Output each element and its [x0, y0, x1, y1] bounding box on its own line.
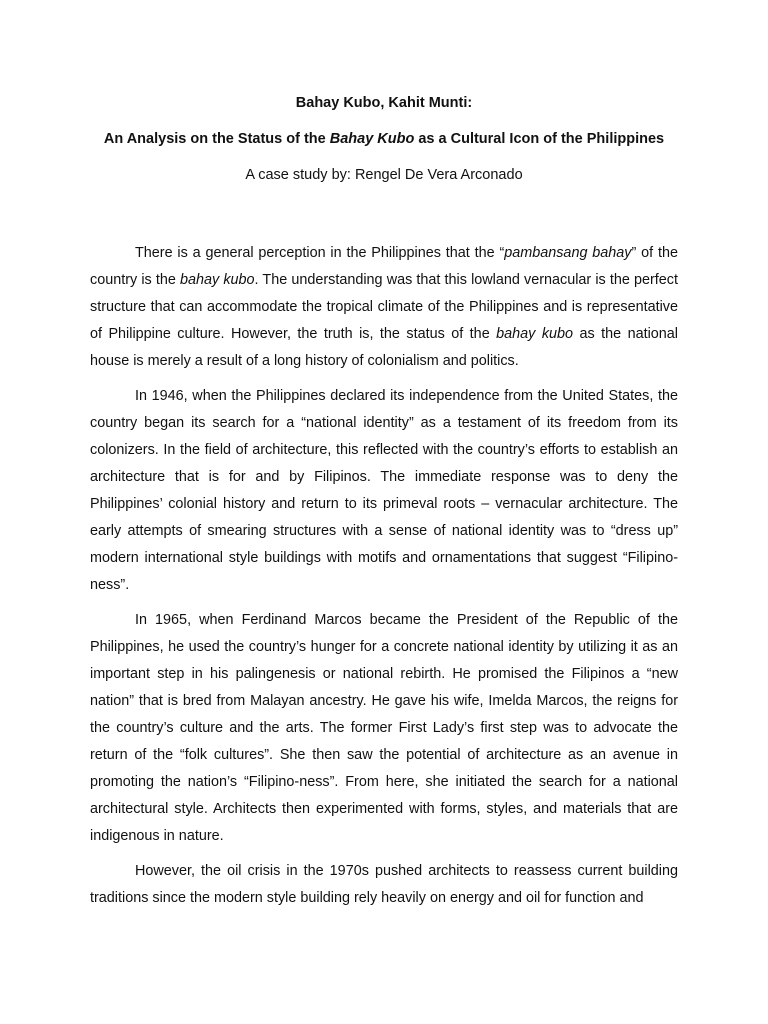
- p1-text-2: ” of the country is the: [90, 245, 678, 288]
- paragraph-3: In 1965, when Ferdinand Marcos became the President of the Republic of the Philippines, he used the country’s hunger for a concrete national identity by utilizing it as an important step in his palingenesis or national rebirth. He promised the Filipinos a “new nation” that is bred from Malayan ancestry. He gave his wife, Imelda Marcos, the reigns for the country’s culture and the arts. The former First Lady’s first step was to advocate the return of the “folk cultures”. She then saw the potential of architecture as an avenue in promoting the nation’s “Filipino-ness”. From here, she initiated the search for a national architectural style. Architects then experimented with forms, styles, and materials that are indigenous in nature.: [90, 612, 678, 844]
- p1-text-1: There is a general perception in the Philippines that the “: [135, 245, 505, 261]
- p1-text-3: . The understanding was that this lowland vernacular is the perfect structure that can accommodate the tropical climate of the Philippines and is representative of Philippine culture. However, the truth is, the status of the: [90, 272, 678, 342]
- paragraph-2: In 1946, when the Philippines declared its independence from the United States, the country began its search for a “national identity” as a testament of its freedom from its colonizers. In the field of architecture, this reflected with the country’s efforts to establish an architecture that is for and by Filipinos. The immediate response was to deny the Philippines’ colonial history and return to its primeval roots – vernacular architecture. The early attempts of smearing structures with a sense of national identity was to “dress up” modern international style buildings with motifs and ornamentations that suggest “Filipino-ness”.: [90, 388, 678, 593]
- author-byline: A case study by: Rengel De Vera Arconado: [245, 167, 523, 183]
- p1-text-4: as the national house is merely a result of a long history of colonialism and politics.: [90, 326, 678, 369]
- document-subtitle: [0, 131, 768, 147]
- subtitle-part-1: An Analysis on the Status of the: [103, 131, 330, 147]
- subtitle-part-2: as a Cultural Icon of the Philippines: [414, 131, 665, 147]
- subtitle-italic: Bahay Kubo: [329, 131, 415, 147]
- document-body: [90, 240, 678, 920]
- paragraph-1: [90, 240, 678, 375]
- document-title: Bahay Kubo, Kahit Munti:: [295, 95, 473, 111]
- p1-italic-3: bahay kubo: [496, 326, 574, 342]
- paragraph-4: However, the oil crisis in the 1970s pushed architects to reassess current building traditions since the modern style building rely heavily on energy and oil for function and: [90, 863, 678, 906]
- p1-italic-1: pambansang bahay: [504, 245, 632, 261]
- p1-italic-2: bahay kubo: [180, 272, 255, 288]
